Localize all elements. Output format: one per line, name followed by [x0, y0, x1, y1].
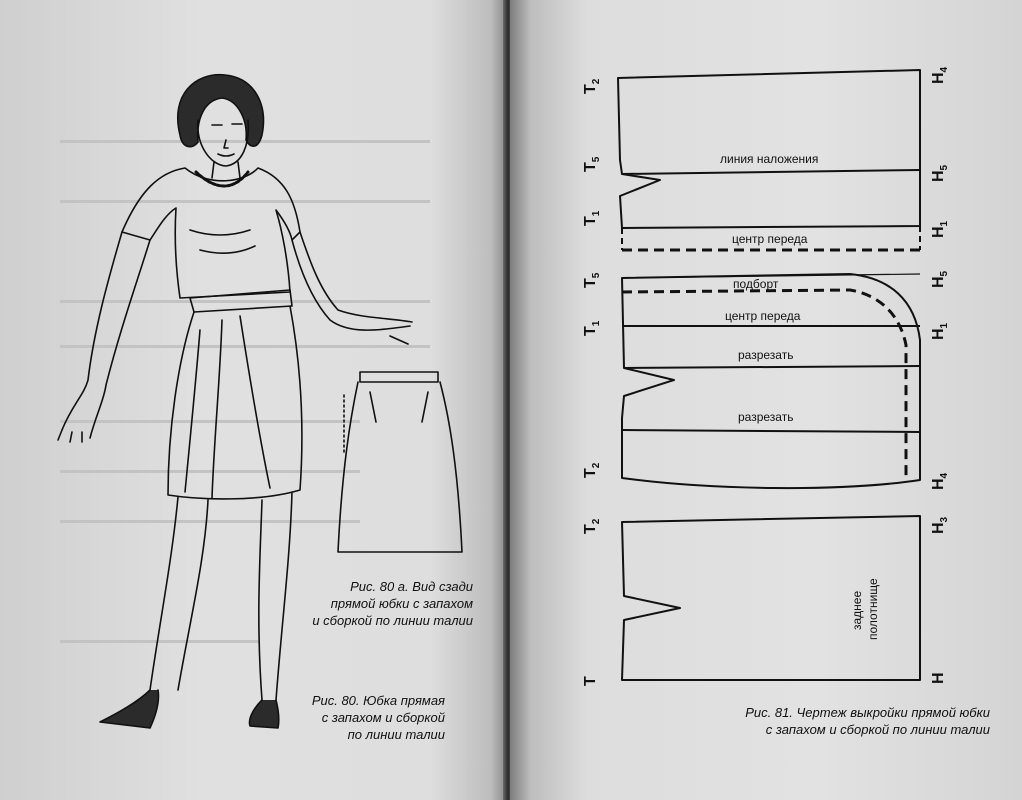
overlap-line	[622, 170, 920, 174]
blouse	[122, 168, 300, 298]
hair	[178, 75, 264, 147]
right-page	[510, 0, 1022, 800]
mark-T2-top: $T_2$	[582, 78, 603, 94]
figure-81-caption: Рис. 81. Чертеж выкройки прямой юбки с запахом и сборкой по линии талии	[745, 705, 990, 737]
mark-H1-mid: $H_1$	[930, 322, 951, 340]
cut-label-2: разрезать	[738, 410, 794, 424]
facing-label: подборт	[733, 277, 779, 291]
back-panel-label-1: заднее	[850, 590, 864, 630]
mark-T2-mid: $T_2$	[582, 462, 603, 478]
middle-piece-outline	[622, 274, 920, 488]
back-view-skirt	[338, 372, 462, 552]
mark-H5-top: $H_5$	[930, 164, 951, 182]
overlap-line-label: линия наложения	[720, 152, 819, 166]
mark-T1-mid: $T_1$	[582, 320, 603, 336]
back-panel-label-2: полотнище	[866, 578, 880, 640]
figure-80-caption: Рис. 80. Юбка прямая с запахом и сборкой по линии талии	[311, 693, 445, 742]
mark-H1-top: $H_1$	[930, 220, 951, 238]
top-piece-outline	[618, 70, 920, 228]
mark-T5-mid: $T_5$	[582, 272, 603, 288]
mark-T2-bot: $T_2$	[582, 518, 603, 534]
mark-T-bot: T	[582, 676, 599, 686]
center-front-label-2: центр переда	[725, 309, 801, 323]
mark-T1-top: $T_1$	[582, 210, 603, 226]
mark-H5-mid: $H_5$	[930, 270, 951, 288]
fashion-illustration	[0, 0, 506, 800]
mark-H3-bot: $H_3$	[930, 516, 951, 534]
cut-label-1: разрезать	[738, 348, 794, 362]
skirt	[168, 306, 302, 499]
center-front-label-1: центр переда	[732, 232, 808, 246]
mark-H-bot: H	[930, 672, 947, 684]
mark-H4-top: $H_4$	[930, 66, 951, 84]
left-page	[0, 0, 506, 800]
mark-T5-top: $T_5$	[582, 156, 603, 172]
mark-H4-mid: $H_4$	[930, 472, 951, 490]
face	[198, 120, 248, 166]
figure-80a-caption: Рис. 80 а. Вид сзади прямой юбки с запахом и сборкой по линии талии	[312, 579, 473, 628]
